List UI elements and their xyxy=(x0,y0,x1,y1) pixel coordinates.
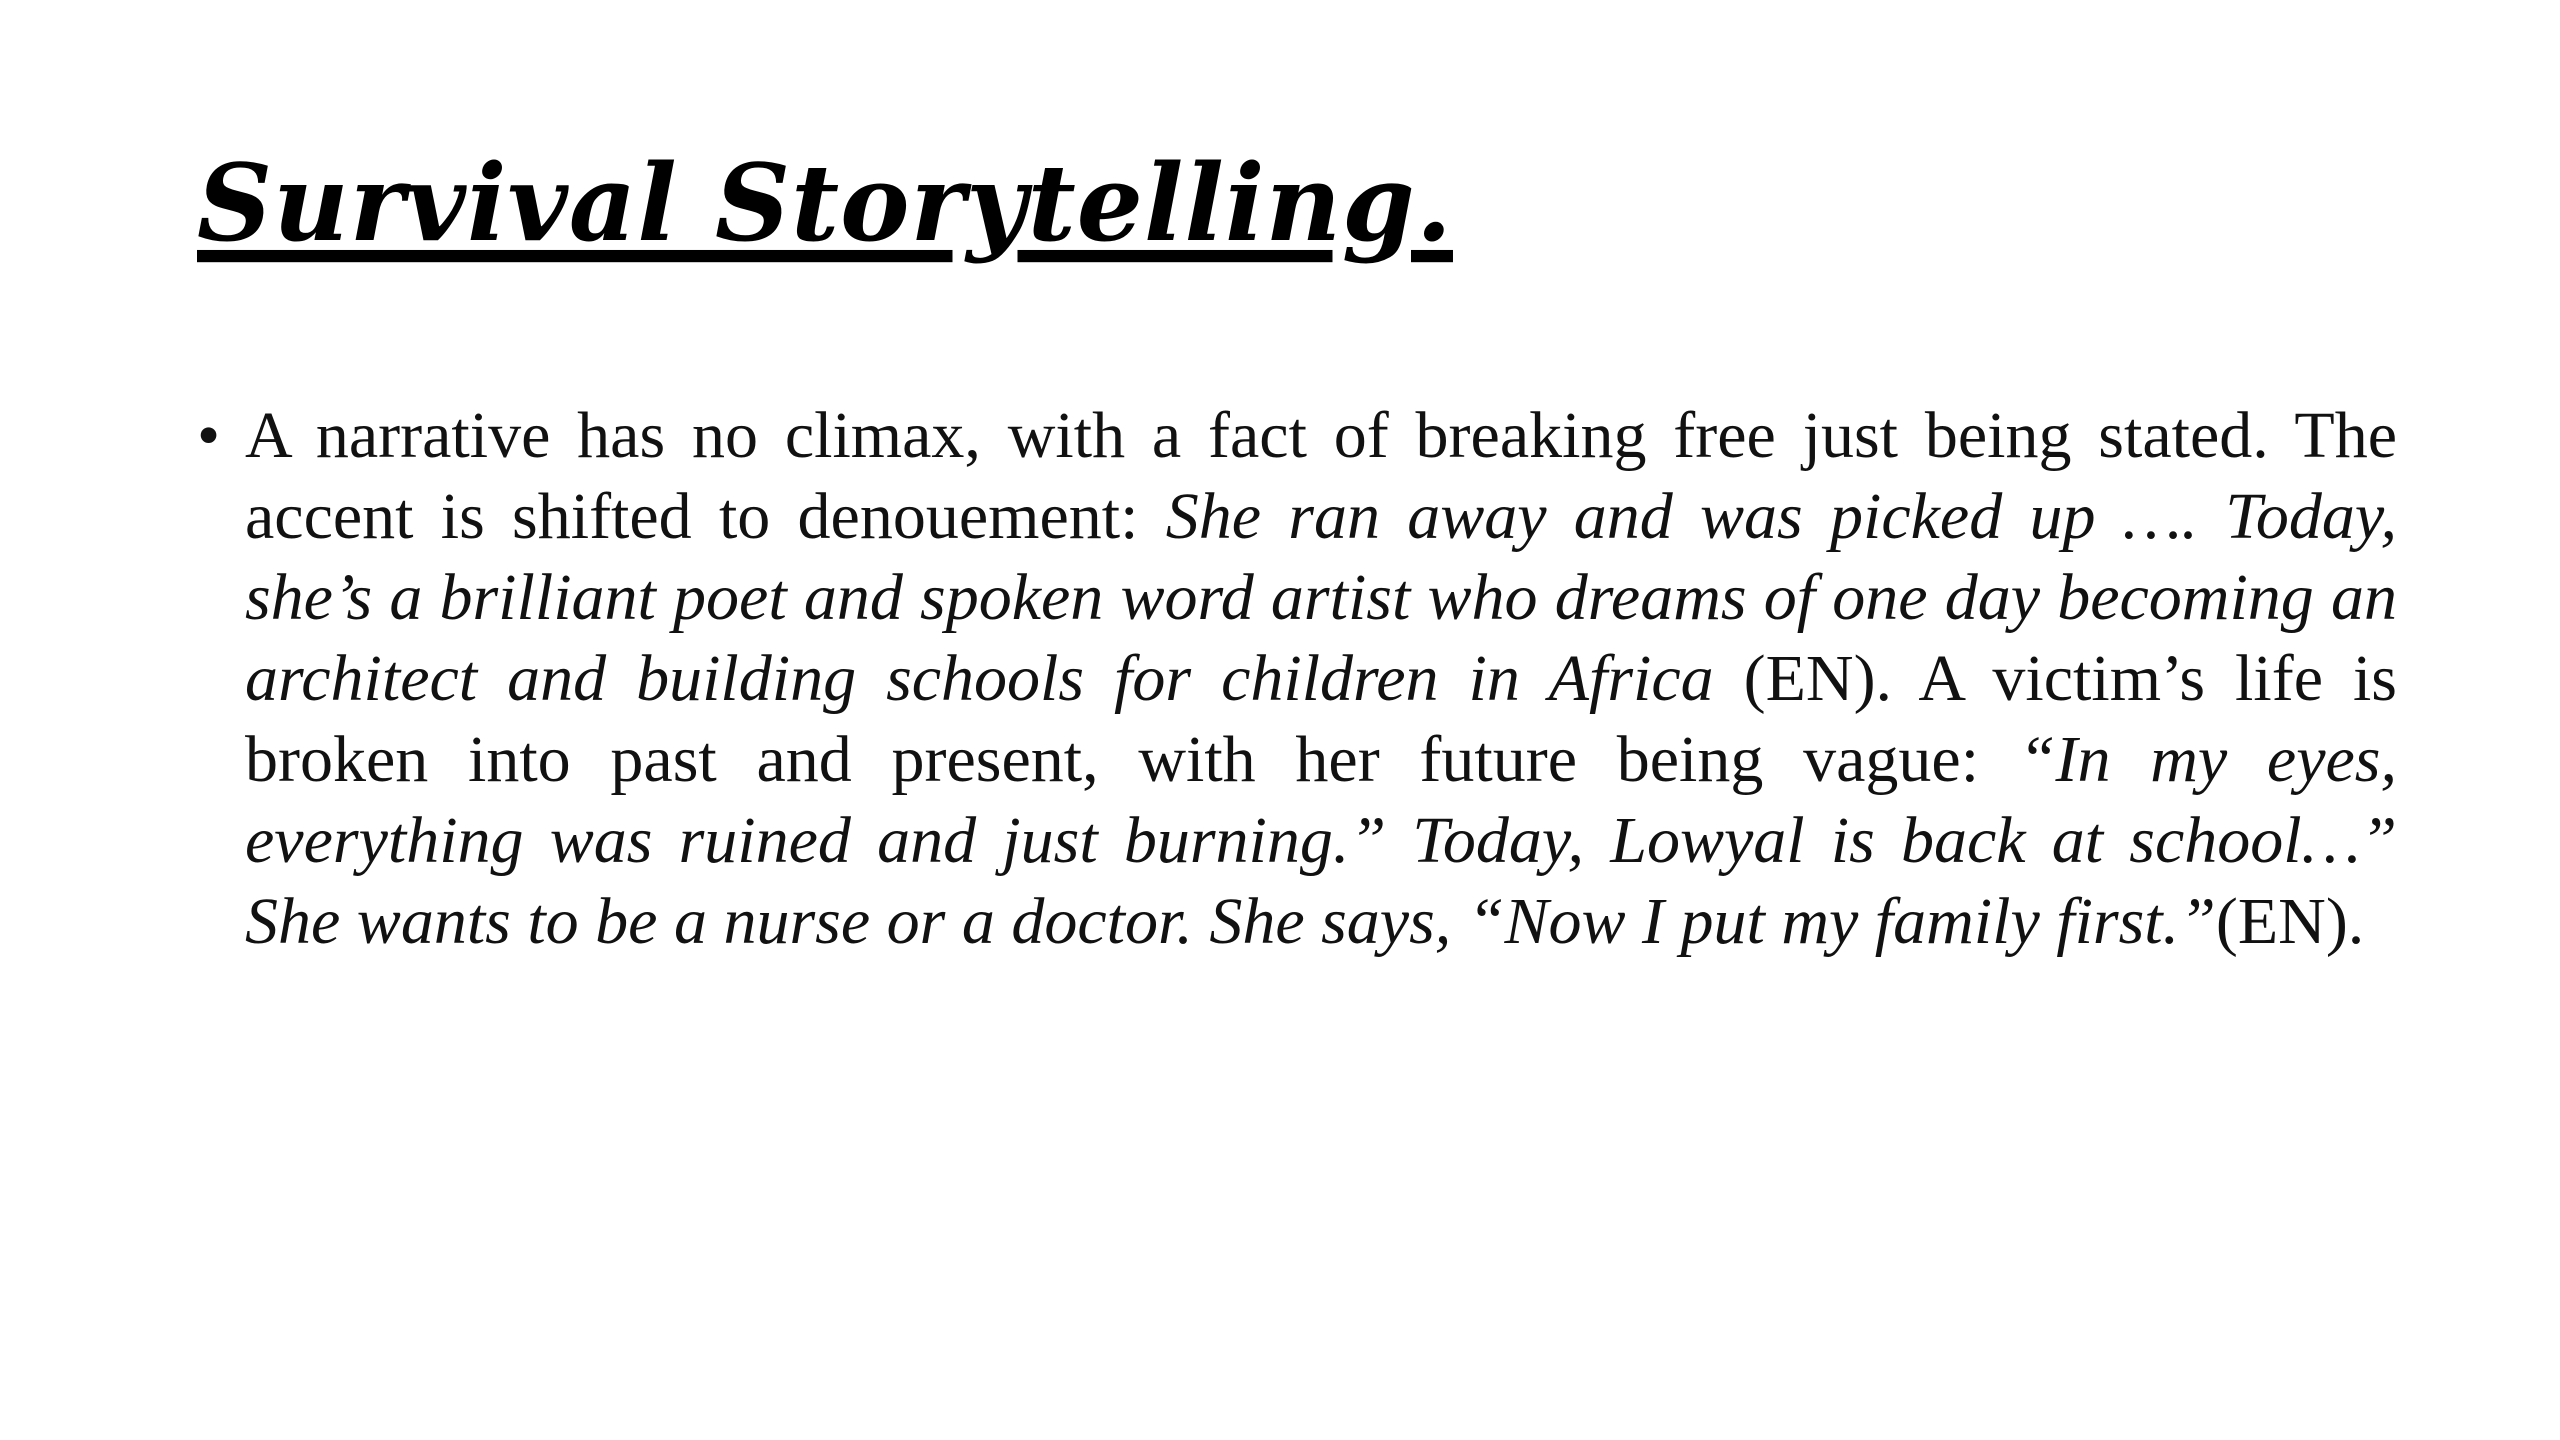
bullet-item xyxy=(197,395,2397,962)
bullet-marker: • xyxy=(197,399,221,472)
text-segment-3: (EN). A victim’s life is broken into past and present, with her future being vague: xyxy=(245,642,2397,796)
text-segment-2-italic: She ran away and was picked up …. Today, she’s a brilliant poet and spoken word artist who dreams of one day becoming an architect and building schools for children in Africa xyxy=(245,480,2397,715)
text-segment-4-italic: “In my eyes, everything was ruined and just burning.” Today, Lowyal is back at school…” She wants to be a nurse or a doctor. She says, “Now I put my family first.” xyxy=(245,723,2397,958)
slide-title: Survival Storytelling. xyxy=(197,139,1453,266)
text-segment-1: A narrative has no climax, with a fact of breaking free just being stated. The accent is shifted to denouement: xyxy=(245,399,2397,553)
bullet-list xyxy=(197,395,2397,962)
text-segment-5: (EN). xyxy=(2215,885,2365,958)
